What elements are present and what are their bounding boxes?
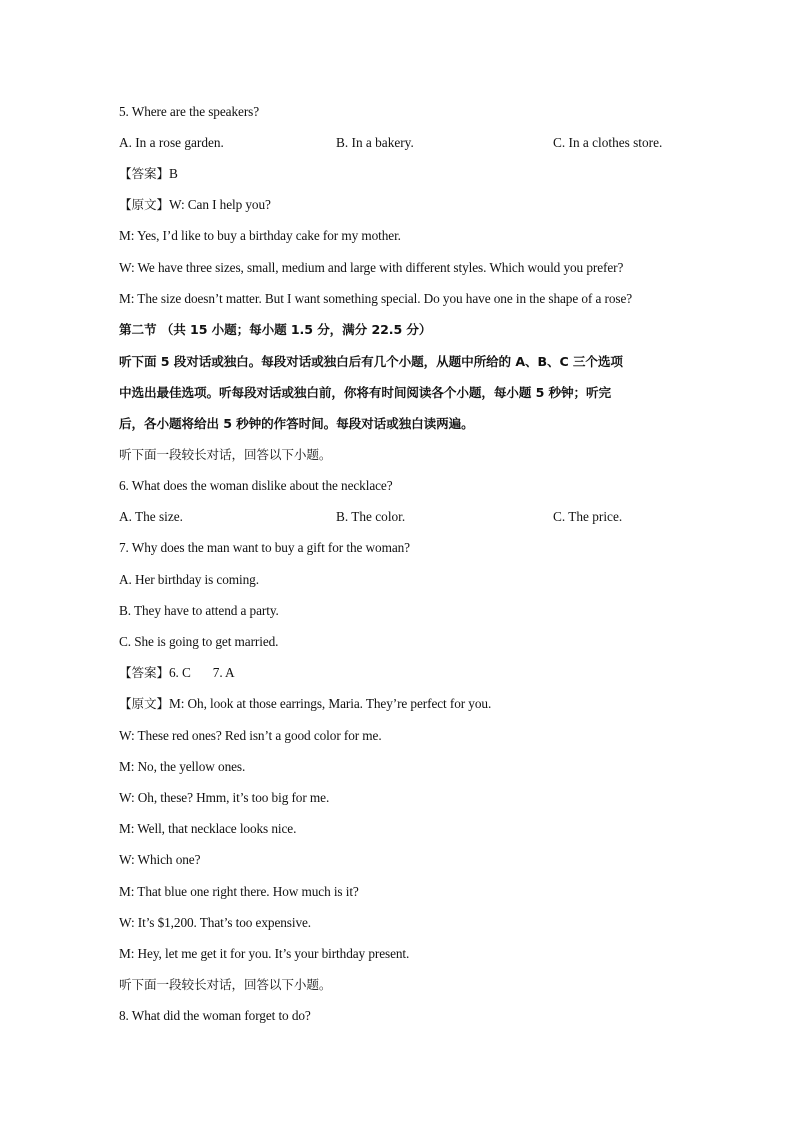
section-2-instructions-2: 中选出最佳选项。听每段对话或独白前，你将有时间阅读各个小题，每小题 5 秒钟；听完 xyxy=(119,385,611,400)
question-8: 8. What did the woman forget to do? xyxy=(119,1008,311,1023)
section-2-instructions-1: 听下面 5 段对话或独白。每段对话或独白后有几个小题，从题中所给的 A、B、C 三个选项 xyxy=(119,354,623,369)
answer-value-6: 6. C xyxy=(168,665,191,680)
q5-answer-line xyxy=(119,165,178,183)
answer-value-7: 7. A xyxy=(212,665,235,680)
answer-value: B xyxy=(168,166,178,181)
transcript-tag: 【原文】 xyxy=(119,197,169,212)
q5-transcript-line-4: M: The size doesn’t matter. But I want something special. Do you have one in the shape of a rose? xyxy=(119,291,633,306)
group-1-intro: 听下面一段较长对话，回答以下小题。 xyxy=(119,447,332,462)
q5-transcript-line-3: W: We have three sizes, small, medium and large with different styles. Which would you prefer? xyxy=(119,260,624,275)
section-2-instructions-3: 后，各小题将给出 5 秒钟的作答时间。每段对话或独白读两遍。 xyxy=(119,416,474,431)
group-1-transcript-line-3: M: No, the yellow ones. xyxy=(119,759,246,774)
answer-tag: 【答案】 xyxy=(119,166,169,181)
transcript-tag: 【原文】 xyxy=(119,696,169,711)
group-1-transcript-line-9: M: Hey, let me get it for you. It’s your birthday present. xyxy=(119,946,410,961)
q5-option-a: A. In a rose garden. xyxy=(119,135,224,150)
q6-option-c: C. The price. xyxy=(553,509,623,524)
question-7: 7. Why does the man want to buy a gift for the woman? xyxy=(119,540,410,555)
q6-option-b: B. The color. xyxy=(336,509,406,524)
section-2-heading: 第二节 （共 15 小题；每小题 1.5 分，满分 22.5 分） xyxy=(119,322,432,337)
transcript-text: M: Oh, look at those earrings, Maria. They’re perfect for you. xyxy=(168,696,492,711)
group-1-transcript-line-8: W: It’s $1,200. That’s too expensive. xyxy=(119,915,312,930)
group-1-transcript-line-7: M: That blue one right there. How much is it? xyxy=(119,884,359,899)
transcript-text: W: Can I help you? xyxy=(168,197,271,212)
q5-option-b: B. In a bakery. xyxy=(336,135,414,150)
question-5: 5. Where are the speakers? xyxy=(119,104,260,119)
group-1-transcript-line-1 xyxy=(119,695,491,713)
answer-tag: 【答案】 xyxy=(119,665,169,680)
q6-option-a: A. The size. xyxy=(119,509,184,524)
group-1-transcript-line-4: W: Oh, these? Hmm, it’s too big for me. xyxy=(119,790,330,805)
q7-option-a: A. Her birthday is coming. xyxy=(119,572,259,587)
group-1-transcript-line-6: W: Which one? xyxy=(119,852,201,867)
q5-transcript-line-1 xyxy=(119,196,271,214)
q5-option-c: C. In a clothes store. xyxy=(553,135,663,150)
group-2-intro: 听下面一段较长对话，回答以下小题。 xyxy=(119,977,332,992)
q7-option-b: B. They have to attend a party. xyxy=(119,603,279,618)
question-6: 6. What does the woman dislike about the necklace? xyxy=(119,478,393,493)
q5-transcript-line-2: M: Yes, I’d like to buy a birthday cake for my mother. xyxy=(119,228,401,243)
q7-option-c: C. She is going to get married. xyxy=(119,634,279,649)
group-1-transcript-line-5: M: Well, that necklace looks nice. xyxy=(119,821,297,836)
group-1-answer-line xyxy=(119,664,235,682)
group-1-transcript-line-2: W: These red ones? Red isn’t a good color for me. xyxy=(119,728,382,743)
